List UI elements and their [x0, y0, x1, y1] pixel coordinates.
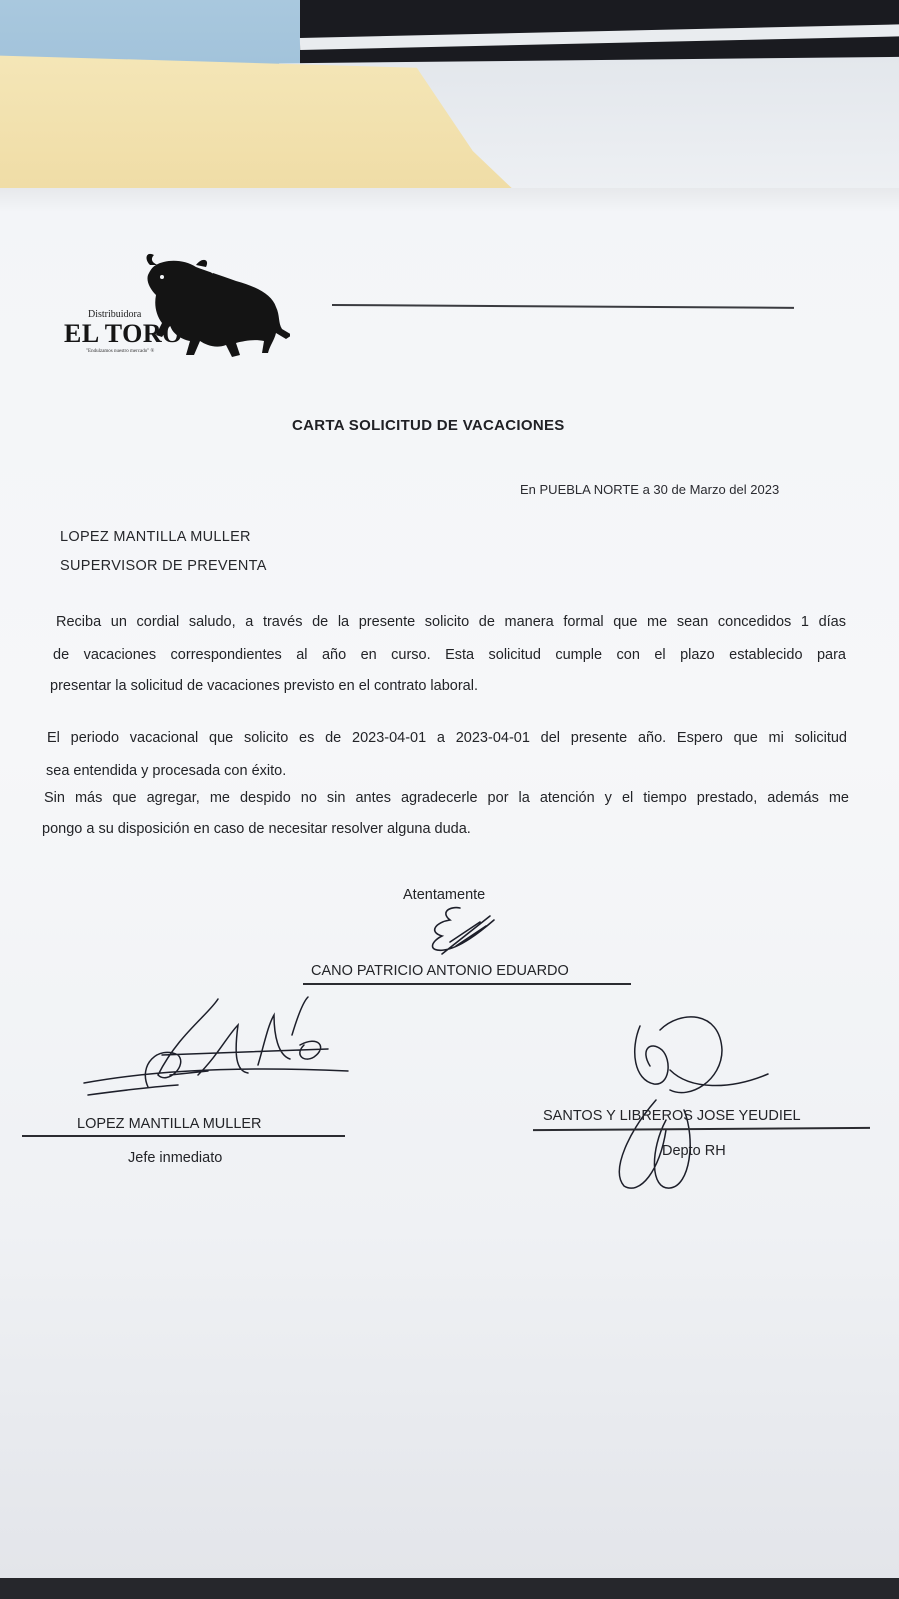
hr-name: SANTOS Y LIBREROS JOSE YEUDIEL [543, 1108, 801, 1124]
header-rule [332, 304, 794, 309]
recipient-role: SUPERVISOR DE PREVENTA [60, 558, 267, 574]
paragraph-2-line-4: pongo a su disposición en caso de necesitar resolver alguna duda. [42, 821, 471, 837]
employee-signature-line [303, 983, 631, 985]
paragraph-1-line-2: de vacaciones correspondientes al año en curso. Esta solicitud cumple con el plazo establecido para [53, 647, 846, 663]
closing: Atentamente [403, 887, 486, 903]
hr-signature [610, 1010, 780, 1195]
paragraph-1-line-1: Reciba un cordial saludo, a través de la presente solicito de manera formal que me sean concedidos 1 días [56, 614, 846, 630]
manager-role: Jefe inmediato [128, 1150, 223, 1166]
logo-tagline: "Endulzamos nuestro mercado" ® [86, 349, 155, 354]
place-date: En PUEBLA NORTE a 30 de Marzo del 2023 [520, 482, 780, 497]
employee-name: CANO PATRICIO ANTONIO EDUARDO [311, 963, 569, 979]
manager-signature-line [22, 1135, 345, 1137]
company-logo [60, 245, 290, 365]
paragraph-2-line-2: sea entendida y procesada con éxito. [46, 763, 287, 779]
logo-subtitle: Distribuidora [88, 309, 142, 320]
letter-title: CARTA SOLICITUD DE VACACIONES [292, 417, 565, 434]
logo-name: EL TORO [64, 319, 183, 348]
recipient-name: LOPEZ MANTILLA MULLER [60, 529, 251, 545]
paragraph-2-line-1: El periodo vacacional que solicito es de 2023-04-01 a 2023-04-01 del presente año. Espero que mi solicitud [47, 730, 847, 746]
paragraph-2-line-3: Sin más que agregar, me despido no sin antes agradecerle por la atención y el tiempo prestado, además me [44, 790, 849, 806]
manager-signature [78, 995, 358, 1105]
manager-name: LOPEZ MANTILLA MULLER [77, 1116, 262, 1132]
employee-signature [420, 902, 510, 968]
paragraph-1-line-3: presentar la solicitud de vacaciones previsto en el contrato laboral. [50, 678, 478, 694]
hr-role: Depto RH [662, 1143, 726, 1159]
